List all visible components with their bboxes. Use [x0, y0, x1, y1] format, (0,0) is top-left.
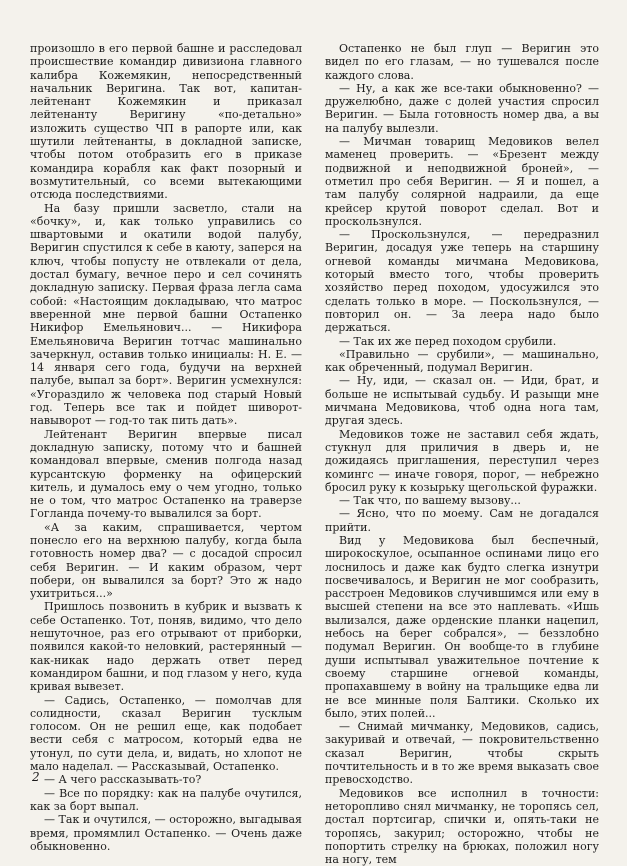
paragraph: «Правильно — срубили», — машинально, как обреченный, подумал Веригин. [325, 347, 599, 375]
paragraph: — Ну, а как же все-таки обыкновенно? — дружелюбно, даже с долей участия спросил Веригин. — Была готовность номер два, а вы на палубу вылезли. [325, 81, 599, 135]
paragraph: произошло в его первой башне и расследовал происшествие командир дивизиона главного калибра Кожемякин, непосредственный начальник Веригина. Так вот, капитан-лейтенант Кожемякин и приказал лейтенанту Веригину «по-детально» изложить существо ЧП в рапорте или, как шутили лейтенанты, в докладной записке, чтобы потом отобразить его в приказе командира корабля как факт позорный и возмутительный, со всеми вытекающими отсюда последствиями. [30, 42, 302, 202]
paragraph: — Все по порядку: как на палубе очутился, как за борт выпал. [30, 786, 302, 813]
paragraph: Медовиков все исполнил в точности: неторопливо снял мичманку, не торопясь сел, достал портсигар, спички и, опять-таки не торопясь, закурил; осторожно, чтобы не попортить стрелку на брюках, положил ногу на ногу, тем [325, 786, 599, 866]
paragraph: Вид у Медовикова был беспечный, широкоскулое, осыпанное оспинами лицо его лоснилось и даже как будто слегка изнутри посвечивалось, и Веригин не мог сообразить, расстроен Медовиков случившимся или ему в высшей степени на все это наплевать. «Ишь вылизался, даже орденские планки нацепил, небось на берег собрался», — беззлобно подумал Веригин. Он вообще-то в глубине души испытывал уважительное почтение к своему старшине огневой команды, пропахавшему в войну на тральщике едва ли не все минные поля Балтики. Сколько их было, этих полей... [325, 533, 599, 720]
paragraph: Пришлось позвонить в кубрик и вызвать к себе Остапенко. Тот, поняв, видимо, что дело нешуточное, раз его отрывают от приборки, появился какой-то неловкий, растерянный — как-никак надо держать ответ перед командиром башни, и под глазом у него, куда кривая вывезет. [30, 600, 302, 694]
paragraph: — Снимай мичманку, Медовиков, садись, закуривай и отвечай, — покровительственно сказал Веригин, чтобы скрыть почтительность и в то же время выказать свое превосходство. [325, 720, 599, 787]
page-number: 2 [32, 770, 40, 784]
paragraph: Медовиков тоже не заставил себя ждать, стукнул для приличия в дверь и, не дожидаясь приглашения, переступил через комингс — иначе говоря, порог, — небрежно бросил руку к козырьку щегольской фуражки. [325, 427, 599, 494]
paragraph: — Ну, иди, — сказал он. — Иди, брат, и больше не испытывай судьбу. И разыщи мне мичмана Медовикова, чтоб одна нога там, другая здесь. [325, 374, 599, 428]
paragraph: — Садись, Остапенко, — помолчав для солидности, сказал Веригин тусклым голосом. Он не решил еще, как подобает вести себя с матросом, который едва не утонул, по сути дела, и, видать, но хлопот не мало наделал. — Рассказывай, Остапенко. [30, 693, 302, 774]
paragraph: — Так и очутился, — осторожно, выгадывая время, промямлил Остапенко. — Очень даже обыкновенно. [30, 813, 302, 853]
paragraph: На базу пришли засветло, стали на «бочку», и, как только управились со швартовыми и окатили водой палубу, Веригин спустился к себе в каюту, заперся на ключ, чтобы попусту не отвлекали от дела, достал бумагу, вечное перо и сел сочинять докладную записку. Первая фраза легла сама собой: «Настоящим докладываю, что матрос вверенной мне первой башни Остапенко Никифор Емельянович... — Никифора Емельяновича Веригин тотчас машинально зачеркнул, оставив только инициалы: Н. Е. — 14 января сего года, будучи на верхней палубе, выпал за борт». Веригин усмехнулся: «Угораздило ж человека под старый Новый год. Теперь все так и пойдет шиворот-навыворот — год-то так пить дать». [30, 201, 302, 428]
paragraph: — Так их же перед походом срубили. [339, 334, 557, 348]
paragraph: — А чего рассказывать-то? [44, 773, 202, 787]
paragraph: — Проскользнулся, — передразнил Веригин, досадуя уже теперь на старшину огневой команды мичмана Медовикова, который вместо того, чтобы проверить хозяйство перед походом, удосужился это сделать только в море. — Поскользнулся, — повторил он. — За леера надо было держаться. [325, 228, 599, 335]
paragraph: Лейтенант Веригин впервые писал докладную записку, потому что и башней командовал впервые, сменив полгода назад курсантскую форменку на офицерский китель, и думалось ему о чем угодно, только не о том, что матрос Остапенко на траверзе Гогланда почему-то вывалился за борт. [30, 427, 302, 521]
paragraph: Остапенко не был глуп — Веригин это видел по его глазам, — но тушевался после каждого слова. [325, 42, 599, 82]
paragraph: — Мичман товарищ Медовиков велел маменец проверить. — «Брезент между подвижной и неподвижной броней», — отметил про себя Веригин. — Я и пошел, а там палубу солярной надраили, да еще крейсер крутой поворот сделал. Вот и проскользнулся. [325, 135, 599, 228]
right-text-column [325, 42, 599, 866]
paragraph: «А за каким, спрашивается, чертом понесло его на верхнюю палубу, когда была готовность номер два? — с досадой спросил себя Веригин. — И каким образом, черт побери, он вывалился за борт? Это ж надо ухитриться...» [30, 520, 302, 601]
paragraph: — Так что, по вашему вызову... [339, 494, 521, 508]
paragraph: — Ясно, что по моему. Сам не догадался прийти. [325, 507, 599, 534]
left-text-column [30, 42, 302, 853]
